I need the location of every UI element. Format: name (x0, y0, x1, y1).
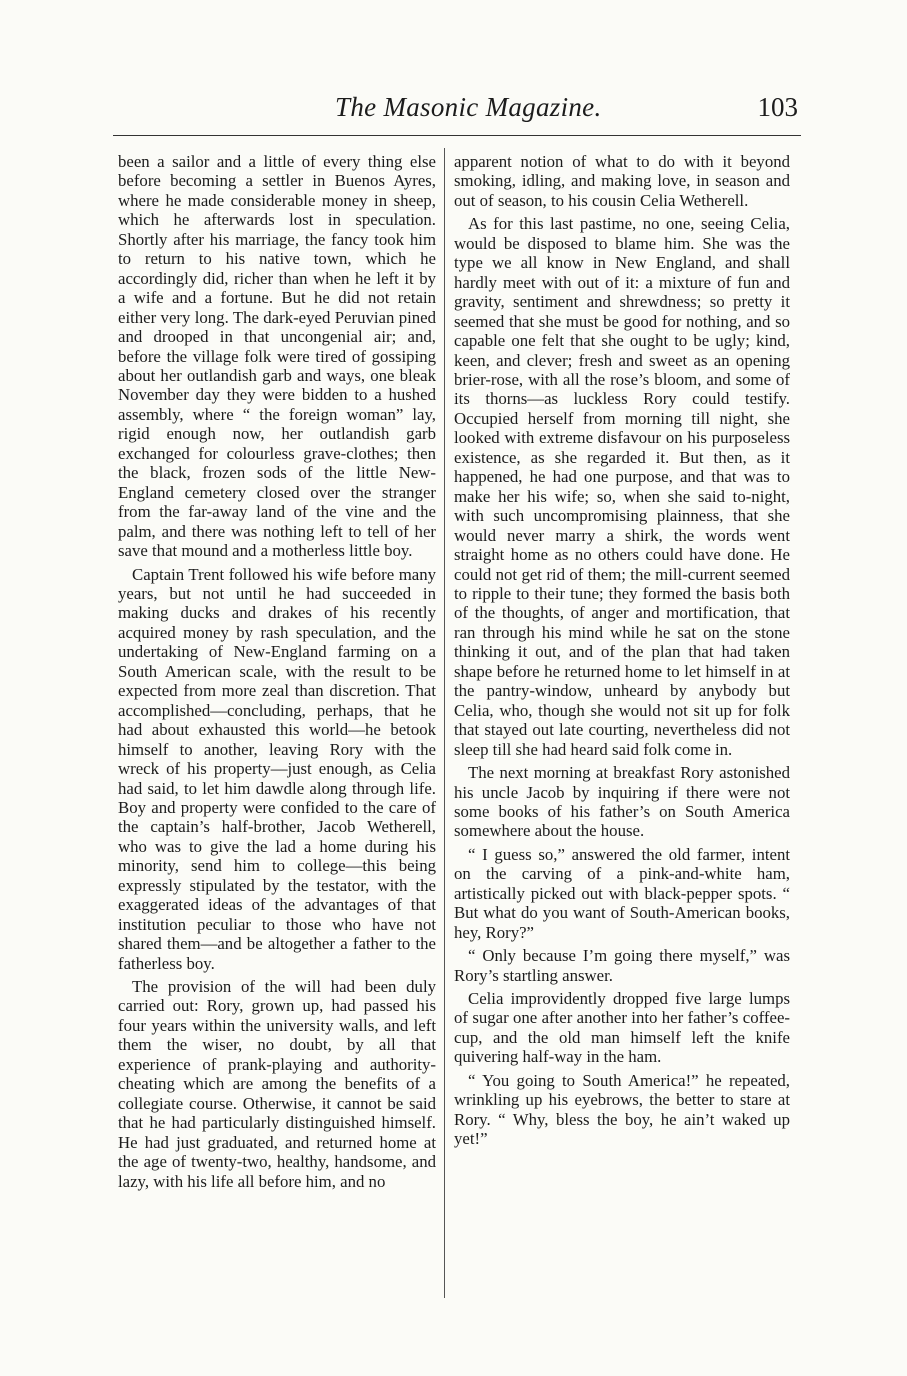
page-header (110, 88, 802, 124)
paragraph: The provision of the will had been duly carried out: Rory, grown up, had passed his four years within the university walls, and left them the wiser, no doubt, by all that experience of prank-playing and authority-cheating which are among the benefits of a collegiate course. Otherwise, it cannot be said that he had particularly distinguished himself. He had just graduated, and returned home at the age of twenty-two, healthy, handsome, and lazy, with his life all before him, and no (118, 977, 436, 1191)
paragraph: apparent notion of what to do with it beyond smoking, idling, and making love, in season and out of season, to his cousin Celia Wetherell. (454, 152, 790, 210)
right-column (454, 152, 790, 1149)
paragraph: Captain Trent followed his wife before many years, but not until he had succeeded in making ducks and drakes of his recently acquired money by rash speculation, and the undertaking of New-England farming on a South American scale, with the result to be expected from more zeal than discretion. That accomplished—concluding, perhaps, that he had about exhausted this world—he betook himself to another, leaving Rory with the wreck of his property—just enough, as Celia had said, to let him dawdle along through life. Boy and property were confided to the care of the captain’s half-brother, Jacob Wetherell, who was to give the lad a home during his minority, send him to college—this being expressly stipulated by the testator, with the exaggerated ideas of the advantages of that institution peculiar to those who have not shared them—and be altogether a father to the fatherless boy. (118, 564, 436, 973)
left-column (118, 152, 436, 1191)
paragraph: Celia improvidently dropped five large lumps of sugar one after another into her father’s coffee-cup, and the old man himself left the knife quivering half-way in the ham. (454, 989, 790, 1067)
page-number: 103 (757, 92, 798, 122)
paragraph: The next morning at breakfast Rory astonished his uncle Jacob by inquiring if there were not some books of his father’s on South America somewhere about the house. (454, 763, 790, 841)
paragraph: “ Only because I’m going there myself,” was Rory’s startling answer. (454, 946, 790, 985)
column-divider (444, 148, 445, 1298)
paragraph: been a sailor and a little of every thing else before becoming a settler in Buenos Ayres, where he made considerable money in sheep, which he afterwards lost in speculation. Shortly after his marriage, the fancy took him to return to his native town, which he accordingly did, richer than when he left it by a wife and a fortune. But he did not retain either very long. The dark-eyed Peruvian pined and drooped in that uncongenial air; and, before the village folk were tired of gossiping about her outlandish garb and ways, one bleak November day they were bidden to a hushed assembly, where “ the foreign woman” lay, rigid enough now, her outlandish garb exchanged for colourless grave-clothes; then the black, frozen sods of the little New-England cemetery closed over the stranger from the far-away land of the vine and the palm, and there was nothing left to tell of her save that mound and a motherless little boy. (118, 152, 436, 561)
header-rule (113, 135, 801, 136)
running-title: The Masonic Magazine. (335, 92, 602, 122)
paragraph: As for this last pastime, no one, seeing Celia, would be disposed to blame him. She was the type we all know in New England, and shall hardly meet with out of it: a mixture of fun and gravity, sentiment and shrewdness; so pretty it seemed that she must be good for nothing, and so capable one felt that she ought to be ugly; kind, keen, and clever; fresh and sweet as an opening brier-rose, with all the rose’s bloom, and some of its thorns—as luckless Rory could testify. Occupied herself from morning till night, she looked with extreme disfavour on his purposeless existence, as she regarded it. But then, as it happened, he had one purpose, and that was to make her his wife; so, when she said to-night, with such uncompromising plainness, that she would never marry a shirk, the words went straight home as no others could have done. He could not get rid of them; the mill-current seemed to ripple to their tune; they formed the basis both of the thoughts, of anger and mortification, that ran through his mind while he sat on the stone thinking it out, and of the plan that had taken shape before he returned home to let himself in at the pantry-window, unheard by anybody but Celia, who, though she would not sit up for folk that stayed out late courting, nevertheless did not sleep till she had heard said folk come in. (454, 214, 790, 759)
paragraph: “ I guess so,” answered the old farmer, intent on the carving of a pink-and-white ham, artistically picked out with black-pepper spots. “ But what do you want of South-American books, hey, Rory?” (454, 844, 790, 942)
paragraph: “ You going to South America!” he repeated, wrinkling up his eyebrows, the better to stare at Rory. “ Why, bless the boy, he ain’t waked up yet!” (454, 1070, 790, 1149)
